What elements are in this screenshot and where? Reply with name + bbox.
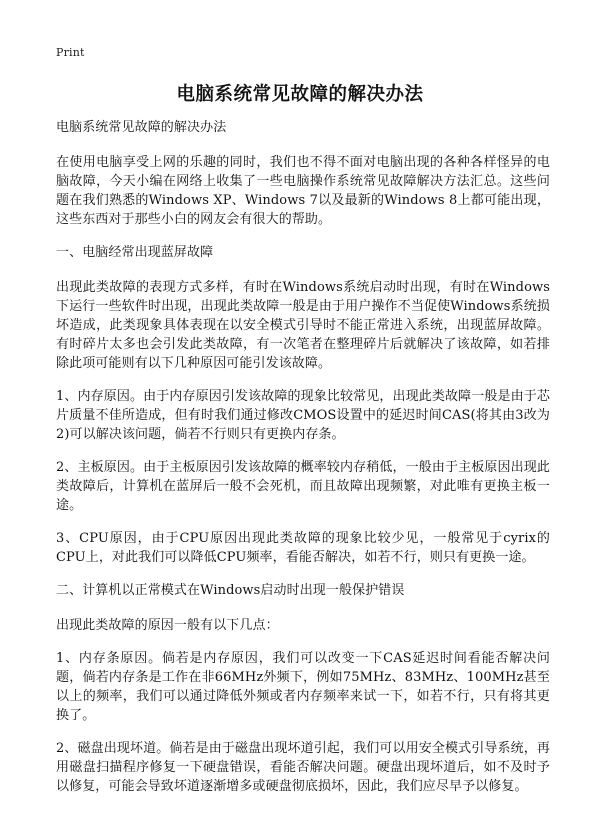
section-heading-protection-error: 二、计算机以正常模式在Windows启动时出现一般保护错误 xyxy=(56,583,405,598)
bad-sector-paragraph: 2、磁盘出现坏道。倘若是由于磁盘出现坏道引起，我们可以用安全模式引导系统，再用磁盘扫描程序修复一下硬盘错误，看能否解决问题。硬盘出现坏道后，如不及时予以修复，可能会导致坏道逐渐增多或硬盘彻底损坏，因此，我们应尽早予以修复。 xyxy=(56,741,550,794)
memory-stick-paragraph: 1、内存条原因。倘若是内存原因，我们可以改变一下CAS延迟时间看能否解决问题，倘若内存条是工作在非66MHz外频下，例如75MHz、83MHz、100MHz甚至以上的频率，我们可以通过降低外频或者内存频率来试一下，如若不行，只有将其更换了。 xyxy=(56,651,550,723)
protection-error-intro: 出现此类故障的原因一般有以下几点： xyxy=(56,618,279,633)
section-heading-blue-screen: 一、电脑经常出现蓝屏故障 xyxy=(56,245,214,260)
document-subtitle: 电脑系统常见故障的解决办法 xyxy=(56,120,227,135)
intro-paragraph: 在使用电脑享受上网的乐趣的同时，我们也不得不面对电脑出现的各种各样怪异的电脑故障，今天小编在网络上收集了一些电脑操作系统常见故障解决方法汇总。这些问题在我们熟悉的Windows XP、Windows 7以及最新的Windows 8上都可能出现，这些东西对于那些小白的网友会有很大的帮助。 xyxy=(56,155,550,227)
document-body xyxy=(56,118,550,810)
memory-cause-paragraph: 1、内存原因。由于内存原因引发该故障的现象比较常见，出现此类故障一般是由于芯片质量不佳所造成，但有时我们通过修改CMOS设置中的延迟时间CAS(将其由3改为2)可以解决该问题，倘若不行则只有更换内存条。 xyxy=(56,389,550,442)
blue-screen-paragraph: 出现此类故障的表现方式多样，有时在Windows系统启动时出现，有时在Windows下运行一些软件时出现，出现此类故障一般是由于用户操作不当促使Windows系统损坏造成，此类现象具体表现在以安全模式引导时不能正常进入系统，出现蓝屏故障。有时碎片太多也会引发此类故障，有一次笔者在整理碎片后就解决了该故障，如若排除此项可能则有以下几种原因可能引发该故障。 xyxy=(56,280,550,371)
cpu-cause-paragraph: 3、CPU原因，由于CPU原因出现此类故障的现象比较少见，一般常见于cyrix的CPU上，对此我们可以降低CPU频率，看能否解决，如若不行，则只有更换一途。 xyxy=(56,531,550,565)
page-title: 电脑系统常见故障的解决办法 xyxy=(176,84,424,105)
print-label[interactable]: Print xyxy=(56,46,85,59)
motherboard-cause-paragraph: 2、主板原因。由于主板原因引发该故障的概率较内存稍低，一般由于主板原因出现此类故障后，计算机在蓝屏后一般不会死机，而且故障出现频繁，对此唯有更换主板一途。 xyxy=(56,460,550,513)
